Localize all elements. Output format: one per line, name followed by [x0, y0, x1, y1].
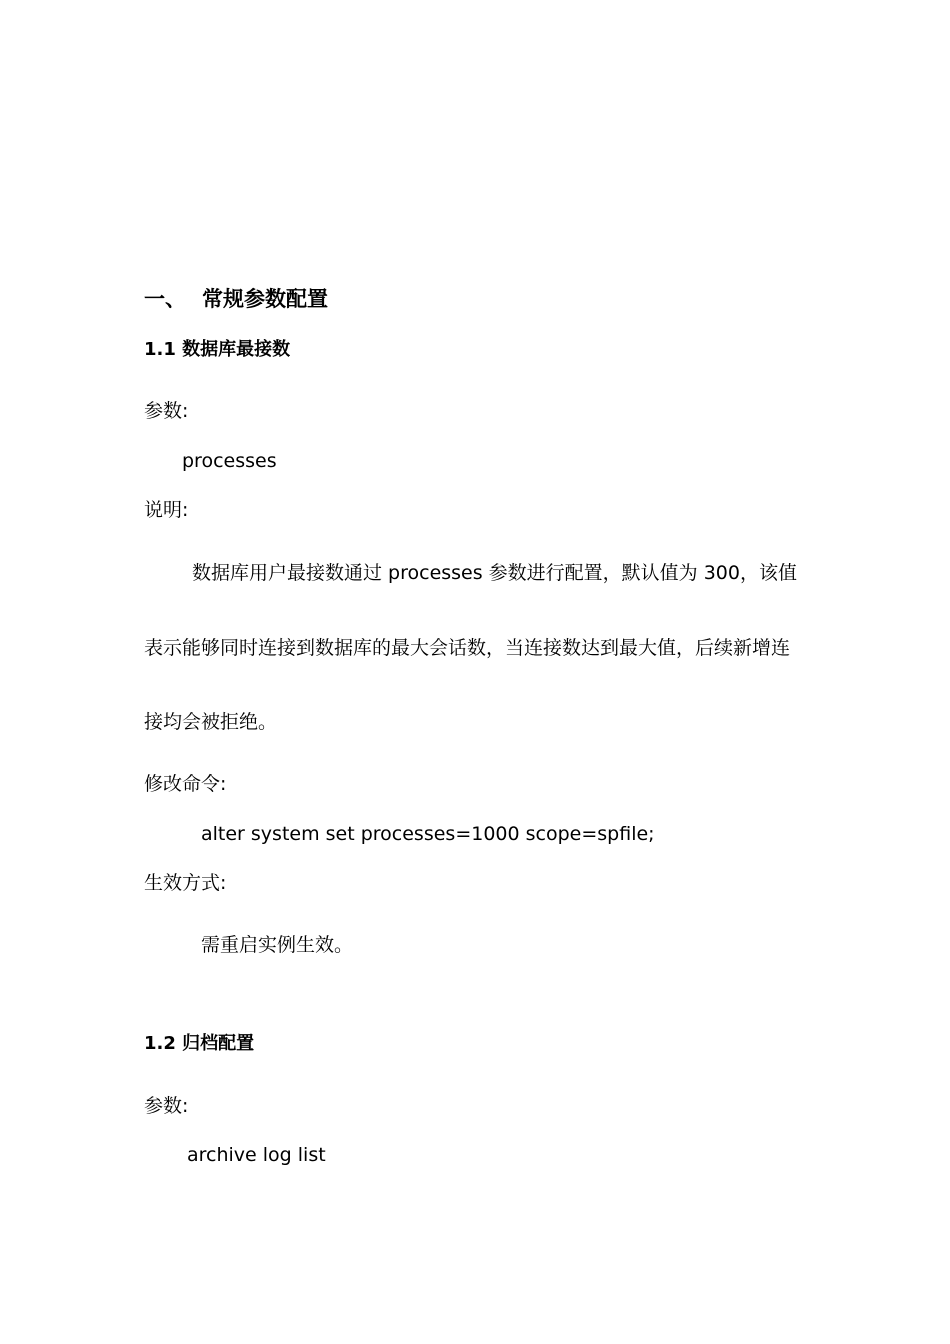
- description-label: 说明:: [144, 499, 189, 521]
- description-line-3: 接均会被拒绝。: [144, 711, 278, 733]
- command-value: alter system set processes=1000 scope=spfile;: [201, 823, 655, 845]
- param-label: 参数:: [144, 400, 189, 422]
- param-value-1-2: archive log list: [187, 1144, 326, 1166]
- section-heading: [144, 287, 328, 311]
- subsection-heading-1-2: 1.2 归档配置: [144, 1033, 255, 1054]
- effect-value: 需重启实例生效。: [201, 934, 354, 956]
- description-line-2: 表示能够同时连接到数据库的最大会话数，当连接数达到最大值，后续新增连: [144, 637, 791, 659]
- effect-label: 生效方式:: [144, 872, 227, 894]
- description-line-1: 数据库用户最接数通过 processes 参数进行配置，默认值为 300，该值: [192, 562, 797, 584]
- section-title: 常规参数配置: [202, 287, 328, 311]
- param-label-1-2: 参数:: [144, 1095, 189, 1117]
- section-number: 一、: [144, 287, 186, 311]
- subsection-heading-1-1: 1.1 数据库最接数: [144, 339, 291, 360]
- command-label: 修改命令:: [144, 773, 227, 795]
- param-value: processes: [182, 450, 277, 472]
